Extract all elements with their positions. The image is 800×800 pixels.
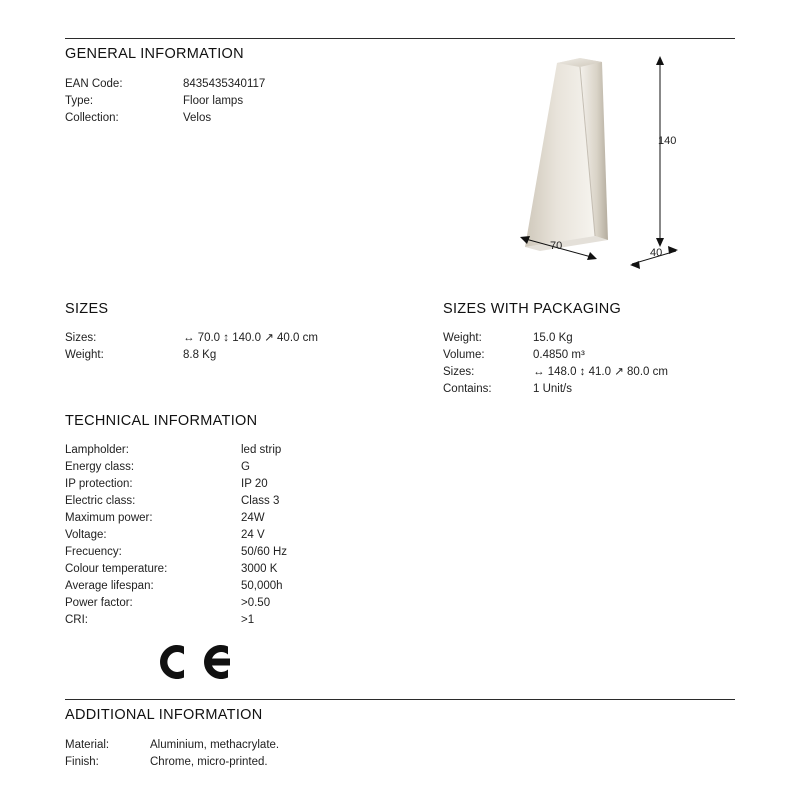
additional-row-finish	[65, 754, 485, 771]
packaging-value-volume: 0.4850 m³	[533, 349, 585, 361]
section-title-additional-information: ADDITIONAL INFORMATION	[65, 707, 263, 723]
technical-row-cri	[65, 612, 485, 629]
technical-value-cri: >1	[241, 614, 255, 626]
sizes-value-weight: 8.8 Kg	[183, 349, 217, 361]
packaging-label-sizes: Sizes:	[443, 366, 475, 378]
technical-row-average-lifespan	[65, 578, 485, 595]
technical-row-energy-class	[65, 459, 485, 476]
additional-value-finish: Chrome, micro-printed.	[150, 756, 268, 768]
technical-value-lampholder: led strip	[241, 444, 282, 456]
technical-label-voltage: Voltage:	[65, 529, 107, 541]
additional-label-material: Material:	[65, 739, 110, 751]
technical-value-maximum-power: 24W	[241, 512, 265, 524]
technical-information-list	[65, 442, 485, 629]
technical-label-ip-protection: IP protection:	[65, 478, 133, 490]
packaging-row-volume	[443, 347, 763, 364]
technical-row-power-factor	[65, 595, 485, 612]
general-value-collection: Velos	[183, 112, 212, 124]
general-row-ean	[65, 76, 465, 93]
ce-mark-icon	[150, 638, 240, 686]
sizes-value-sizes: ↔ 70.0 ↕ 140.0 ↗ 40.0 cm	[183, 332, 318, 344]
section-title-sizes: SIZES	[65, 301, 109, 317]
packaging-list	[443, 330, 763, 398]
technical-value-energy-class: G	[241, 461, 250, 473]
technical-label-cri: CRI:	[65, 614, 88, 626]
technical-row-lampholder	[65, 442, 485, 459]
technical-row-frecuency	[65, 544, 485, 561]
packaging-row-sizes	[443, 364, 763, 381]
additional-information-list	[65, 737, 485, 771]
additional-value-material: Aluminium, methacrylate.	[150, 739, 280, 751]
divider-top	[65, 38, 735, 39]
packaging-row-weight	[443, 330, 763, 347]
technical-row-maximum-power	[65, 510, 485, 527]
technical-row-colour-temperature	[65, 561, 485, 578]
technical-label-colour-temperature: Colour temperature:	[65, 563, 168, 575]
general-label-collection: Collection:	[65, 112, 119, 124]
technical-value-average-lifespan: 50,000h	[241, 580, 283, 592]
technical-value-colour-temperature: 3000 K	[241, 563, 278, 575]
sizes-list	[65, 330, 415, 364]
technical-label-lampholder: Lampholder:	[65, 444, 129, 456]
general-information-list	[65, 76, 465, 127]
packaging-value-weight: 15.0 Kg	[533, 332, 573, 344]
packaging-label-volume: Volume:	[443, 349, 485, 361]
packaging-label-weight: Weight:	[443, 332, 482, 344]
technical-value-ip-protection: IP 20	[241, 478, 268, 490]
general-label-type: Type:	[65, 95, 94, 107]
technical-value-frecuency: 50/60 Hz	[241, 546, 288, 558]
sizes-label-sizes: Sizes:	[65, 332, 97, 344]
section-title-technical-information: TECHNICAL INFORMATION	[65, 413, 258, 429]
packaging-value-sizes: ↔ 148.0 ↕ 41.0 ↗ 80.0 cm	[533, 366, 668, 378]
additional-label-finish: Finish:	[65, 756, 99, 768]
sizes-row-sizes	[65, 330, 415, 347]
technical-row-electric-class	[65, 493, 485, 510]
packaging-label-contains: Contains:	[443, 383, 492, 395]
section-title-sizes-with-packaging: SIZES WITH PACKAGING	[443, 301, 622, 317]
product-dimension-diagram	[500, 40, 730, 270]
dimension-label-height: 140	[658, 135, 677, 147]
technical-value-voltage: 24 V	[241, 529, 265, 541]
sizes-label-weight: Weight:	[65, 349, 104, 361]
technical-row-ip-protection	[65, 476, 485, 493]
technical-value-electric-class: Class 3	[241, 495, 280, 507]
section-title-general-information: GENERAL INFORMATION	[65, 46, 244, 62]
technical-value-power-factor: >0.50	[241, 597, 271, 609]
packaging-value-contains: 1 Unit/s	[533, 383, 572, 395]
technical-row-voltage	[65, 527, 485, 544]
general-row-collection	[65, 110, 465, 127]
technical-label-maximum-power: Maximum power:	[65, 512, 153, 524]
technical-label-energy-class: Energy class:	[65, 461, 135, 473]
dimension-lines	[500, 40, 730, 270]
packaging-row-contains	[443, 381, 763, 398]
dimension-label-depth: 40	[650, 247, 663, 259]
technical-label-frecuency: Frecuency:	[65, 546, 122, 558]
general-value-type: Floor lamps	[183, 95, 244, 107]
technical-label-electric-class: Electric class:	[65, 495, 136, 507]
sizes-row-weight	[65, 347, 415, 364]
dimension-label-width: 70	[550, 240, 563, 252]
divider-bottom	[65, 699, 735, 700]
general-label-ean: EAN Code:	[65, 78, 123, 90]
additional-row-material	[65, 737, 485, 754]
general-row-type	[65, 93, 465, 110]
technical-label-power-factor: Power factor:	[65, 597, 133, 609]
general-value-ean: 8435435340117	[183, 78, 266, 90]
technical-label-average-lifespan: Average lifespan:	[65, 580, 154, 592]
